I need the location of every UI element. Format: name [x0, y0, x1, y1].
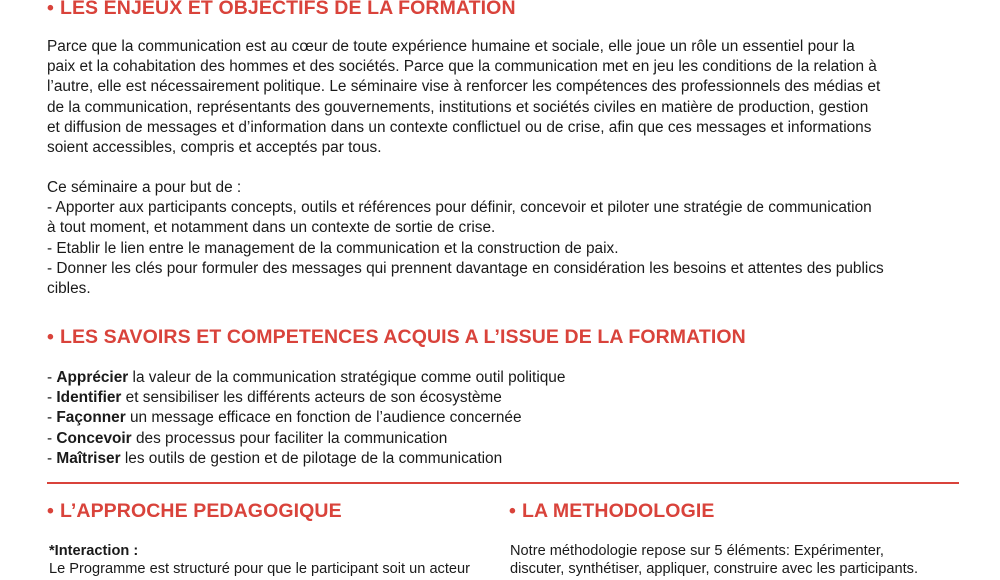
but-line: cibles. [47, 280, 91, 298]
enjeux-paragraph [47, 37, 959, 158]
list-item [47, 388, 959, 408]
heading-bullet: • [509, 500, 516, 522]
list-item-verb: Concevoir [56, 429, 132, 447]
paragraph-line: paix et la cohabitation des hommes et des sociétés. Parce que la communication met en jeu les conditions de la relation à [47, 58, 877, 76]
list-item-text: et sensibiliser les différents acteurs de son écosystème [121, 389, 502, 407]
but-paragraph [47, 178, 959, 299]
list-item [47, 408, 959, 428]
paragraph-line: Parce que la communication est au cœur de toute expérience humaine et sociale, elle joue un rôle un essentiel pour la [47, 38, 855, 55]
list-item-verb: Maîtriser [56, 449, 121, 467]
list-item-text: les outils de gestion et de pilotage de la communication [120, 449, 503, 467]
methodologie-text-block [510, 542, 918, 578]
paragraph-line: soient accessibles, compris et acceptés par tous. [47, 139, 382, 157]
competences-list [47, 368, 959, 469]
approche-text: Le Programme est structuré pour que le participant soit un acteur [49, 561, 471, 577]
heading-enjeux [47, 0, 516, 19]
list-item-text: un message efficace en fonction de l’audience concernée [125, 409, 522, 427]
heading-methodologie-text: LA METHODOLOGIE [521, 500, 715, 522]
but-line: - Etablir le lien entre le management de la communication et la construction de paix. [47, 239, 619, 257]
list-dash: - [47, 449, 57, 467]
but-line: à tout moment, et notamment dans un contexte de sortie de crise. [47, 219, 496, 237]
approche-subhead: *Interaction : [49, 543, 139, 559]
list-item [47, 449, 959, 469]
heading-approche-text: L’APPROCHE PEDAGOGIQUE [59, 500, 342, 522]
list-item [47, 368, 959, 388]
heading-approche [47, 500, 342, 522]
paragraph-line: l’autre, elle est nécessairement politique. Le séminaire vise à renforcer les compétences des professionnels des médias et [47, 78, 881, 96]
list-item-text: la valeur de la communication stratégique comme outil politique [128, 369, 566, 386]
list-dash: - [47, 409, 57, 427]
heading-savoirs [47, 326, 746, 348]
heading-bullet: • [47, 500, 54, 522]
heading-methodologie [509, 500, 714, 522]
list-item [47, 429, 959, 449]
list-dash: - [47, 429, 57, 447]
paragraph-line: et diffusion de messages et d’information dans un contexte conflictuel ou de crise, afin que ces messages et informations [47, 118, 872, 136]
list-item-verb: Façonner [56, 409, 126, 427]
heading-enjeux-text: LES ENJEUX ET OBJECTIFS DE LA FORMATION [59, 0, 516, 19]
but-line: - Donner les clés pour formuler des messages qui prennent davantage en considération les besoins et attentes des publics [47, 259, 884, 277]
methodologie-line: Notre méthodologie repose sur 5 éléments: Expérimenter, [510, 543, 884, 559]
list-item-text: des processus pour faciliter la communication [131, 429, 448, 447]
heading-savoirs-text: LES SAVOIRS ET COMPETENCES ACQUIS A L’ISSUE DE LA FORMATION [59, 326, 746, 348]
but-line: Ce séminaire a pour but de : [47, 179, 242, 196]
list-item-verb: Apprécier [56, 369, 129, 386]
list-dash: - [47, 389, 57, 407]
heading-bullet: • [47, 326, 54, 348]
list-item-verb: Identifier [56, 389, 122, 407]
list-dash: - [47, 369, 57, 386]
section-divider [47, 482, 959, 484]
paragraph-line: de la communication, représentants des gouvernements, institutions et sociétés civiles en matière de production, gestion [47, 98, 869, 116]
heading-bullet: • [47, 0, 54, 19]
approche-text-block [49, 542, 470, 578]
but-line: - Apporter aux participants concepts, outils et références pour définir, concevoir et piloter une stratégie de communication [47, 199, 872, 217]
methodologie-line: discuter, synthétiser, appliquer, construire avec les participants. [510, 561, 919, 577]
